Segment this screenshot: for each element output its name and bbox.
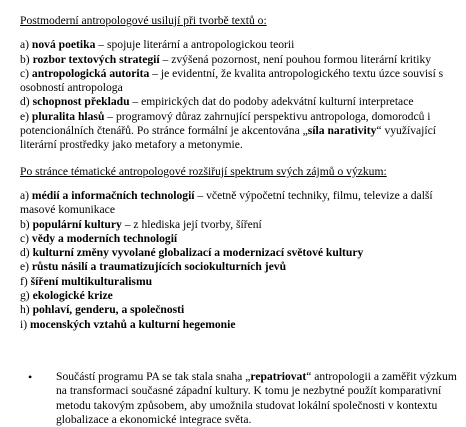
item-description: – včetně výpočetní techniky, filmu, televize a další masové komunikace [20, 188, 433, 217]
item-description-continued: “ využívající literární prostředky jako metafory a metonymie. [20, 124, 436, 152]
item-term-narrativity: síla narativity [307, 124, 377, 138]
item-prefix: d) [20, 246, 33, 260]
list-item [20, 232, 460, 246]
item-prefix: e) [20, 109, 32, 123]
item-prefix: f) [20, 274, 31, 288]
item-prefix: b) [20, 217, 33, 231]
bullet-paragraph [20, 370, 460, 427]
section-heading-thematic: Po stránce tématické antropologové rozšiřují spektrum svých zájmů o výzkum: [20, 164, 387, 178]
item-prefix: c) [20, 66, 32, 80]
item-term: schopnost překladu [32, 95, 130, 109]
item-term: růstu násilí a traumatizujících sociokulturních jevů [31, 260, 287, 274]
spacer [20, 28, 460, 38]
thematic-research-list [20, 189, 460, 332]
section-heading-literary: Postmoderní antropologové usilují při tvorbě textů o: [20, 14, 267, 27]
literary-goals-list [20, 38, 460, 152]
list-item [20, 189, 460, 218]
spacer [20, 332, 460, 370]
list-item [20, 53, 460, 67]
spacer [20, 153, 460, 165]
item-term: antropologická autorita [31, 66, 150, 80]
list-item [20, 110, 460, 153]
item-term: kulturní změny vyvolané globalizací a modernizací světové kultury [32, 246, 364, 260]
item-description: – empirických dat do podoby adekvátní kulturní interpretace [129, 95, 414, 109]
list-item [20, 303, 460, 317]
list-item [20, 38, 460, 52]
item-term: šíření multikulturalismu [30, 274, 153, 288]
item-prefix: c) [20, 231, 32, 245]
item-prefix: d) [20, 95, 33, 109]
item-prefix: e) [20, 260, 32, 274]
item-term: populární kultury [32, 217, 122, 231]
item-prefix: a) [20, 38, 32, 52]
document-page [20, 14, 460, 427]
item-prefix: i) [20, 317, 30, 331]
item-description: – je evidentní, že kvalita antropologického textu úzce souvisí s osobností antropologa [20, 66, 444, 95]
item-description: – z hlediska její tvorby, šíření [121, 217, 262, 231]
item-term: pluralita hlasů [31, 109, 105, 123]
item-prefix: h) [20, 303, 33, 317]
list-item [20, 95, 460, 109]
item-prefix: g) [20, 289, 33, 303]
list-item [20, 260, 460, 274]
list-item [20, 275, 460, 289]
list-item [20, 246, 460, 260]
item-term: médií a informačních technologií [31, 188, 195, 202]
list-item [20, 67, 460, 96]
item-term: nová poetika [31, 38, 96, 52]
item-term: mocenských vztahů a kulturní hegemonie [29, 317, 236, 331]
item-term: rozbor textových strategií [32, 52, 160, 66]
item-term: vědy a moderních technologií [31, 231, 178, 245]
item-term: ekologické krize [32, 289, 113, 303]
list-item [20, 218, 460, 232]
list-item [20, 289, 460, 303]
bullet-text-start: Součástí programu PA se tak stala snaha „ [56, 369, 251, 383]
item-prefix: a) [20, 188, 32, 202]
bullet-text-end: “ antropologii a zaměřit výzkum na transformaci současné západní kultury. K tomu je nezbytné použít komparativní metodu takovým způsobem, aby umožnila studovat lokální společnosti v kontextu globalizace a ekonomické integrace světa. [56, 369, 457, 426]
bullet-term: repatriovat [250, 369, 307, 383]
item-prefix: b) [20, 52, 33, 66]
item-description: – spojuje literární a antropologickou teorii [95, 38, 295, 52]
item-description: – zvýšená pozornost, není pouhou formou literární kritiky [159, 52, 432, 66]
list-item [20, 318, 460, 332]
bullet-icon: • [28, 369, 33, 384]
item-term: pohlaví, genderu, a společnosti [32, 303, 185, 317]
spacer [20, 179, 460, 189]
item-description: – programový důraz zahrnující perspektivu antropologa, domorodců i potencionálních čtenářů. Po stránce formální je akcentována „ [20, 109, 431, 138]
